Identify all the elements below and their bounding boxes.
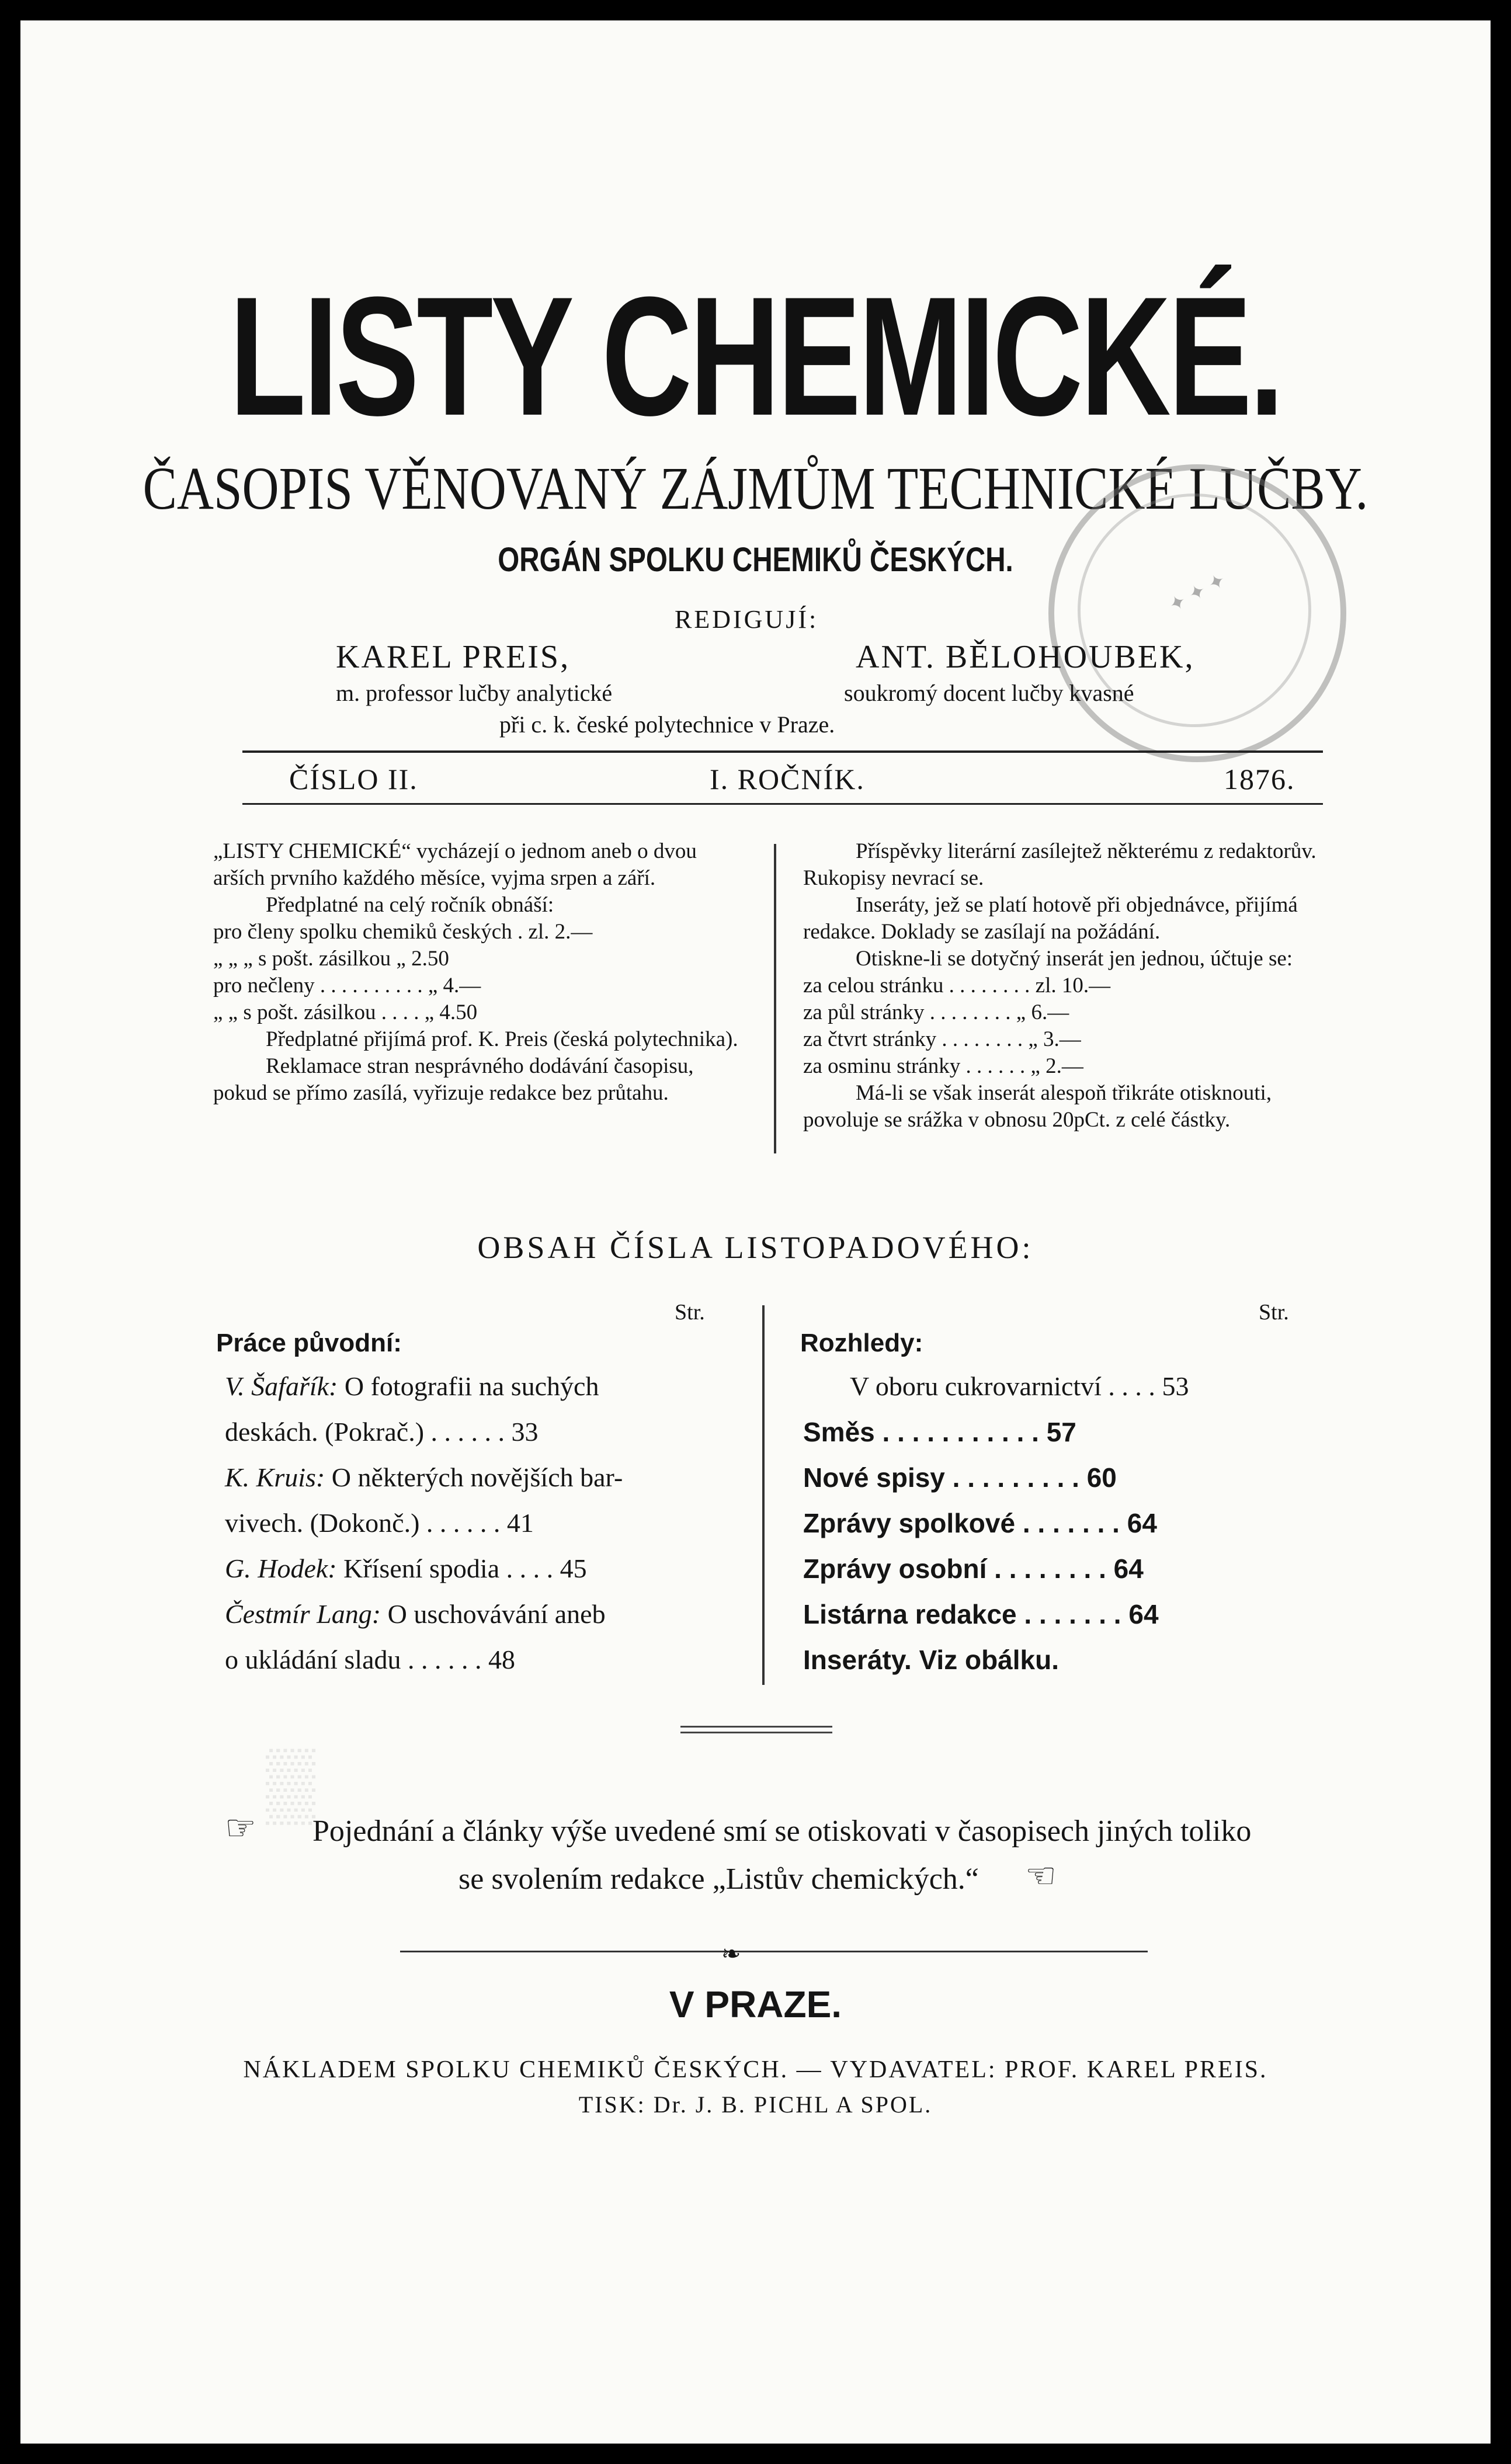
toc-left-heading: Práce původní: — [216, 1329, 402, 1357]
editors-shared-desc: při c. k. české polytechnice v Praze. — [499, 711, 835, 738]
toc-entry-text: Nové spisy . . . . . . . . . — [803, 1462, 1079, 1493]
toc-right-heading: Rozhledy: — [800, 1329, 923, 1357]
divider — [242, 750, 1323, 753]
divider — [680, 1732, 832, 1733]
toc-entry-text: O některých novějších bar- — [331, 1462, 623, 1492]
toc-page: 48 — [488, 1645, 515, 1674]
toc-entry-text: V oboru cukrovarnictví . . . . — [850, 1371, 1155, 1401]
toc-entry — [225, 1591, 751, 1637]
toc-page: 64 — [1128, 1599, 1159, 1629]
toc-entry-text: deskách. (Pokrač.) . . . . . . — [225, 1417, 505, 1447]
info-text: za celou stránku . . . . . . . . zl. 10.— — [803, 974, 1111, 998]
editor-right-desc: soukromý docent lučby kvasné — [844, 680, 1134, 706]
show-through-ghost: ▒ — [266, 1744, 316, 1822]
toc-entry-text: Zprávy spolkové . . . . . . . — [803, 1508, 1120, 1538]
pointing-hand-left-icon: ☜ — [1025, 1855, 1057, 1896]
library-stamp-mark: ✦ ✦ ✦ — [1165, 568, 1229, 617]
info-text: Předplatné přijímá prof. K. Preis (česká polytechnika). — [266, 1027, 738, 1051]
info-text: za čtvrt stránky . . . . . . . . „ 3.— — [803, 1027, 1081, 1051]
toc-entry-text: Zprávy osobní . . . . . . . . — [803, 1554, 1106, 1584]
ornament-icon: ❧ — [721, 1941, 741, 1968]
masthead-organ: ORGÁN SPOLKU CHEMIKŮ ČESKÝCH. — [498, 541, 1013, 579]
info-text: pro nečleny . . . . . . . . . . „ 4.— — [213, 974, 481, 998]
toc-entry — [803, 1546, 1329, 1591]
toc-entry — [803, 1455, 1329, 1500]
toc-entry — [225, 1546, 751, 1591]
toc-entry-text: vivech. (Dokonč.) . . . . . . — [225, 1508, 501, 1538]
toc-title: OBSAH ČÍSLA LISTOPADOVÉHO: — [477, 1230, 1034, 1265]
info-text: „ „ „ s pošt. zásilkou „ 2.50 — [213, 947, 449, 971]
notice-line: Pojednání a články výše uvedené smí se otiskovati v časopisech jiných toliko — [312, 1815, 1252, 1848]
toc-entry-text: O uschovávání aneb — [387, 1599, 606, 1629]
divider — [242, 803, 1323, 805]
page-column-label: Str. — [675, 1300, 705, 1325]
info-text: „ „ s pošt. zásilkou . . . . „ 4.50 — [213, 1000, 478, 1024]
notice-line: se svolením redakce „Listův chemických.“ — [458, 1862, 979, 1896]
toc-author: Čestmír Lang: — [225, 1599, 381, 1629]
imprint-city: V PRAZE. — [669, 1983, 842, 2025]
masthead-subtitle: ČASOPIS VĚNOVANÝ ZÁJMŮM TECHNICKÉ LUČBY. — [143, 455, 1368, 522]
masthead-title: LISTY CHEMICKÉ. — [229, 262, 1282, 451]
issue-number: ČÍSLO II. — [289, 763, 418, 795]
toc-entry — [225, 1455, 751, 1500]
toc-page: 64 — [1113, 1554, 1144, 1584]
info-text: za osminu stránky . . . . . . „ 2.— — [803, 1054, 1083, 1078]
info-text: Předplatné na celý ročník obnáší: — [266, 893, 554, 917]
library-stamp — [1048, 464, 1346, 762]
toc-entry-text: Směs . . . . . . . . . . . — [803, 1417, 1039, 1447]
toc-page: 45 — [560, 1554, 587, 1583]
toc-page: 57 — [1046, 1417, 1076, 1447]
editor-left-name: KAREL PREIS, — [336, 639, 571, 675]
toc-entry — [803, 1364, 1329, 1409]
toc-author: G. Hodek: — [225, 1554, 337, 1583]
toc-entry-text: O fotografii na suchých — [344, 1371, 599, 1401]
toc-entry — [225, 1409, 751, 1455]
advertising-info — [803, 838, 1340, 1134]
divider — [680, 1726, 832, 1728]
toc-page: 33 — [511, 1417, 539, 1447]
issue-year: 1876. — [1224, 763, 1295, 795]
toc-entry — [225, 1364, 751, 1409]
toc-entry — [803, 1591, 1329, 1637]
issue-volume: I. ROČNÍK. — [710, 763, 865, 795]
imprint-publisher: NÁKLADEM SPOLKU CHEMIKŮ ČESKÝCH. — VYDAVATEL: PROF. KAREL PREIS. — [243, 2056, 1268, 2083]
toc-entry — [225, 1500, 751, 1546]
column-brace — [774, 844, 776, 1153]
toc-entry-text: Listárna redakce . . . . . . . — [803, 1599, 1121, 1629]
info-text: Otiskne-li se dotyčný inserát jen jednou, účtuje se: — [856, 947, 1293, 971]
page-column-label: Str. — [1259, 1300, 1289, 1325]
toc-entry — [803, 1409, 1329, 1455]
editor-right-name: ANT. BĚLOHOUBEK, — [856, 639, 1195, 675]
toc-entry-text: o ukládání sladu . . . . . . — [225, 1645, 482, 1674]
toc-entry-text: Inseráty. Viz obálku. — [803, 1645, 1060, 1675]
info-text: Inseráty, jež se platí hotově při objednávce, přijímá redakce. Doklady se zasílají na požádání. — [803, 893, 1298, 944]
toc-page: 64 — [1127, 1508, 1157, 1538]
toc-left-list — [225, 1364, 751, 1683]
reprint-notice — [312, 1808, 1364, 1903]
toc-entry — [803, 1500, 1329, 1546]
info-text: za půl stránky . . . . . . . . „ 6.— — [803, 1000, 1069, 1024]
info-text: Příspěvky literární zasílejtež některému z redaktorův. Rukopisy nevrací se. — [803, 839, 1317, 890]
toc-page: 60 — [1086, 1462, 1117, 1493]
imprint-printer: TISK: Dr. J. B. PICHL A SPOL. — [578, 2091, 933, 2118]
info-text: „LISTY CHEMICKÉ“ vycházejí o jednom aneb o dvou arších prvního každého měsíce, vyjma srpen a září. — [213, 839, 697, 890]
editors-label: REDIGUJÍ: — [675, 605, 819, 634]
pointing-hand-right-icon: ☞ — [225, 1808, 256, 1848]
toc-entry-text: Křísení spodia . . . . — [343, 1554, 554, 1583]
info-text: pro členy spolku chemiků českých . zl. 2.— — [213, 920, 593, 944]
divider — [400, 1951, 1148, 1952]
toc-entry — [225, 1637, 751, 1683]
toc-entry — [803, 1637, 1329, 1683]
subscription-info — [213, 838, 751, 1107]
info-text: Má-li se však inserát alespoň třikráte otisknouti, povoluje se srážka v obnosu 20pCt. z celé částky. — [803, 1081, 1272, 1132]
column-brace — [762, 1305, 765, 1685]
editor-left-desc: m. professor lučby analytické — [336, 680, 613, 706]
toc-page: 41 — [506, 1508, 534, 1538]
toc-right-list — [803, 1364, 1329, 1683]
journal-cover-page — [20, 20, 1491, 2444]
toc-author: V. Šafařík: — [225, 1371, 338, 1401]
info-text: Reklamace stran nesprávného dodávání časopisu, pokud se přímo zasílá, vyřizuje redakce bez průtahu. — [213, 1054, 694, 1105]
toc-author: K. Kruis: — [225, 1462, 325, 1492]
toc-page: 53 — [1162, 1371, 1189, 1401]
